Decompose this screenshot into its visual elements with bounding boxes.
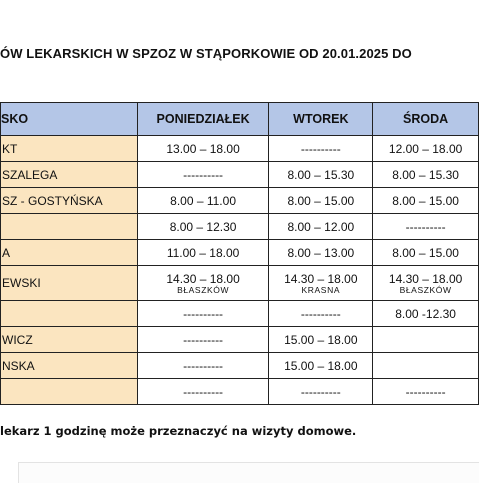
monday-hours-cell [137,327,269,353]
tuesday-hours: ---------- [300,306,341,321]
monday-hours: 11.00 – 18.00 [166,245,240,260]
monday-hours-cell [137,240,269,266]
wednesday-hours-cell [373,136,479,162]
bottom-frame [18,462,479,483]
table-row [1,301,479,327]
wednesday-hours-cell [373,266,479,301]
tuesday-hours: 8.00 – 15.00 [287,193,355,208]
monday-hours-cell [137,214,269,240]
wednesday-hours: ---------- [405,219,446,234]
tuesday-hours: 8.00 – 15.30 [287,167,355,182]
header-wednesday: ŚRODA [373,103,479,136]
doctor-name-cell: EWSKI [1,266,138,301]
monday-hours-cell [137,162,269,188]
wednesday-hours: ---------- [405,384,446,399]
tuesday-hours-cell [269,136,373,162]
tuesday-hours: 14.30 – 18.00 [284,271,358,286]
schedule-table [0,102,479,405]
monday-hours: ---------- [183,358,224,373]
tuesday-hours-cell [269,266,373,301]
tuesday-hours-cell [269,379,373,405]
header-monday: PONIEDZIAŁEK [137,103,269,136]
wednesday-hours-cell [373,301,479,327]
tuesday-hours: 15.00 – 18.00 [284,332,358,347]
wednesday-hours-cell [373,214,479,240]
wednesday-hours-cell [373,327,479,353]
table-row [1,240,479,266]
wednesday-hours: 14.30 – 18.00 [388,271,463,286]
tuesday-hours: 15.00 – 18.00 [284,358,358,373]
wednesday-hours: 8.00 – 15.00 [392,193,459,208]
table-row [1,379,479,405]
monday-hours-cell [137,379,269,405]
wednesday-hours: 8.00 -12.30 [395,306,456,321]
tuesday-hours-cell [269,327,373,353]
tuesday-hours-cell [269,353,373,379]
document-title [0,46,479,66]
table-row [1,266,479,301]
doctor-name-cell: A [1,240,138,266]
monday-hours-cell [137,136,269,162]
wednesday-hours-cell [373,379,479,405]
doctor-name-cell: NSKA [1,353,138,379]
monday-hours: ---------- [183,167,224,182]
table-header-row [1,103,479,136]
table-row [1,136,479,162]
footnote [0,424,479,438]
doctor-name-cell [1,214,138,240]
tuesday-hours: 8.00 – 12.00 [287,219,355,234]
table-row [1,188,479,214]
tuesday-hours: ---------- [300,141,341,156]
wednesday-location: BŁASZKÓW [399,284,452,295]
wednesday-hours-cell [373,188,479,214]
monday-hours: ---------- [183,332,224,347]
tuesday-hours-cell [269,240,373,266]
doctor-name-cell: WICZ [1,327,138,353]
monday-hours: ---------- [183,384,224,399]
header-doctor: SKO [1,103,138,136]
doctor-name-cell: KT [1,136,138,162]
tuesday-hours-cell [269,214,373,240]
monday-hours: 13.00 – 18.00 [166,141,240,156]
tuesday-hours: ---------- [300,384,341,399]
document-title-text: ÓW LEKARSKICH W SPZOZ W STĄPORKOWIE OD 20.01.2025 DO [0,46,412,61]
wednesday-hours-cell [373,240,479,266]
tuesday-hours: 8.00 – 13.00 [287,245,355,260]
doctor-name-cell [1,301,138,327]
monday-hours: 14.30 – 18.00 [166,271,240,286]
table-row [1,162,479,188]
table-row [1,327,479,353]
monday-hours-cell [137,266,269,301]
doctor-name-cell: SZALEGA [1,162,138,188]
monday-hours-cell [137,301,269,327]
wednesday-hours-cell [373,162,479,188]
doctor-name-cell: SZ - GOSTYŃSKA [1,188,138,214]
wednesday-hours-cell [373,353,479,379]
monday-location: BŁASZKÓW [177,284,230,295]
tuesday-hours-cell [269,162,373,188]
doctor-name-cell [1,379,138,405]
monday-hours: 8.00 – 11.00 [170,193,236,208]
wednesday-hours: 8.00 – 15.30 [392,167,459,182]
footnote-text: lekarz 1 godzinę może przeznaczyć na wizyty domowe. [0,424,357,438]
monday-hours: ---------- [183,306,224,321]
tuesday-hours-cell [269,188,373,214]
monday-hours: 8.00 – 12.30 [169,219,237,234]
wednesday-hours: 8.00 – 15.00 [392,245,459,260]
header-tuesday: WTOREK [269,103,373,136]
table-row [1,353,479,379]
monday-hours-cell [137,188,269,214]
tuesday-hours-cell [269,301,373,327]
wednesday-hours: 12.00 – 18.00 [388,141,463,156]
table-row [1,214,479,240]
tuesday-location: KRASNA [301,284,341,295]
monday-hours-cell [137,353,269,379]
